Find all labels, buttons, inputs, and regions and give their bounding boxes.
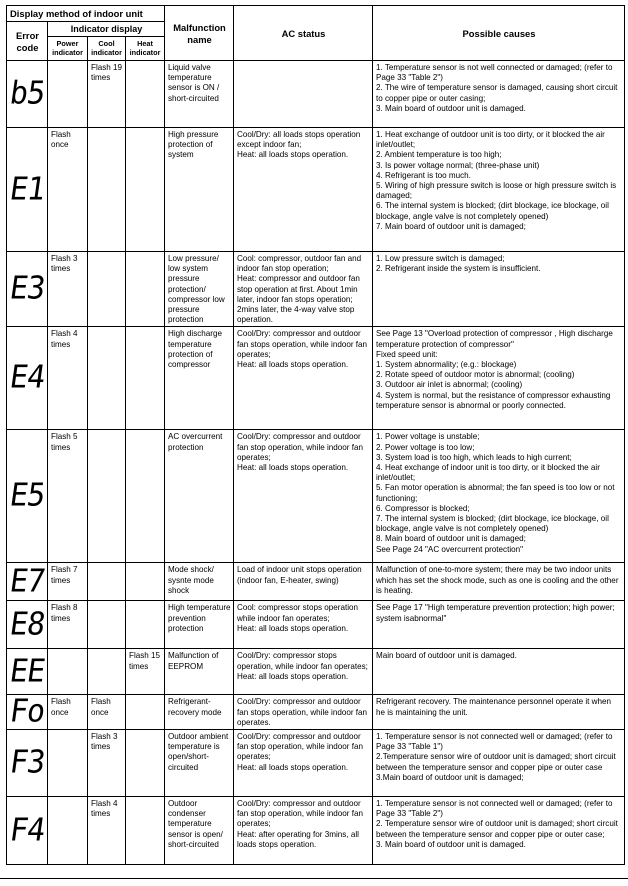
heat-indicator-cell	[126, 252, 165, 327]
possible-causes-cell-line: 1. Temperature sensor is not well connected or damaged; (refer to Page 33 "Table 2")	[376, 63, 613, 83]
malfunction-name-header: Malfunction name	[165, 6, 234, 61]
heat-indicator-cell	[126, 563, 165, 601]
ac-status-cell-line: Cool/Dry: all loads stops operation except indoor fan;	[237, 130, 361, 150]
cool-indicator-cell	[88, 327, 126, 430]
possible-causes-cell-line: 4. Refrigerant is too much.	[376, 170, 471, 180]
possible-causes-cell-line: 3. Is power voltage normal; (three-phase unit)	[376, 160, 540, 170]
possible-causes-cell-line: 1. Heat exchange of outdoor unit is too dirty, or it blocked the air inlet/outlet;	[376, 130, 605, 150]
error-code-display: E4	[7, 359, 47, 397]
ac-status-cell	[234, 730, 373, 797]
possible-causes-cell-line: Main board of outdoor unit is damaged.	[376, 651, 517, 661]
ac-status-cell-line: Cool/Dry: compressor and outdoor fan stop operation, while indoor fan operates;	[237, 732, 363, 762]
possible-causes-cell-line: 2. The wire of temperature sensor is damaged, causing short circuit to copper pipe or outer casing;	[376, 83, 618, 103]
ac-status-header: AC status	[234, 6, 373, 61]
error-code-cell	[7, 649, 48, 695]
possible-causes-cell-line: 4. System is normal, but the resistance of compressor exhausting temperature sensor is abnormal or poorly connected.	[376, 390, 611, 410]
malfunction-name-cell: Outdoor ambient temperature is open/short-circuited	[165, 730, 234, 797]
error-code-cell	[7, 327, 48, 430]
power-indicator-cell	[48, 797, 88, 865]
heat-indicator-cell	[126, 797, 165, 865]
possible-causes-cell-line: 2. Ambient temperature is too high;	[376, 150, 502, 160]
possible-causes-cell-line: 2. Power voltage is too low;	[376, 442, 475, 452]
possible-causes-cell	[373, 797, 625, 865]
ac-status-cell	[234, 695, 373, 730]
display-method-header: Display method of indoor unit	[7, 6, 165, 22]
table-row	[7, 695, 625, 730]
table-row	[7, 649, 625, 695]
possible-causes-cell	[373, 649, 625, 695]
possible-causes-cell	[373, 730, 625, 797]
power-indicator-cell: Flash 4 times	[48, 327, 88, 430]
possible-causes-cell	[373, 563, 625, 601]
possible-causes-cell-line: Refrigerant recovery. The maintenance personnel operate it when he is maintaining the unit.	[376, 697, 612, 717]
cool-indicator-cell	[88, 601, 126, 649]
possible-causes-cell-line: 8. Main board of outdoor unit is damaged;	[376, 534, 526, 544]
table-row	[7, 430, 625, 563]
cool-indicator-cell	[88, 128, 126, 252]
possible-causes-cell	[373, 128, 625, 252]
ac-status-cell	[234, 601, 373, 649]
malfunction-name-cell: High discharge temperature protection of compressor	[165, 327, 234, 430]
possible-causes-cell-line: 3. Outdoor air inlet is abnormal; (cooling)	[376, 380, 523, 390]
error-code-cell	[7, 128, 48, 252]
table-row	[7, 563, 625, 601]
ac-status-cell-line: Cool/Dry: compressor and outdoor fan stop operation, while indoor fan operates;	[237, 432, 363, 462]
malfunction-table	[6, 5, 625, 865]
heat-indicator-header: Heat indicator	[126, 37, 165, 61]
possible-causes-cell	[373, 327, 625, 430]
error-code-cell	[7, 730, 48, 797]
possible-causes-cell-line: See Page 13 "Overload protection of compressor , High discharge temperature protection of compressor"	[376, 329, 613, 349]
power-indicator-cell: Flash once	[48, 128, 88, 252]
possible-causes-cell-line: 4. Heat exchange of indoor unit is too dirty, or it blocked the air inlet/outlet;	[376, 463, 600, 483]
power-indicator-cell	[48, 649, 88, 695]
ac-status-cell-line: Cool: compressor, outdoor fan and indoor fan stop operation;	[237, 254, 362, 274]
heat-indicator-cell	[126, 730, 165, 797]
ac-status-cell-line: Cool/Dry: compressor and outdoor fan stops operation, while indoor fan operates;	[237, 329, 368, 359]
ac-status-cell	[234, 797, 373, 865]
possible-causes-cell-line: 6. Compressor is blocked;	[376, 503, 470, 513]
possible-causes-cell	[373, 695, 625, 730]
possible-causes-cell-line: 2.Temperature sensor wire of outdoor unit is damaged; short circuit between the temperature sensor and copper pipe or outer case	[376, 752, 616, 772]
cool-indicator-cell: Flash once	[88, 695, 126, 730]
power-indicator-cell: Flash 3 times	[48, 252, 88, 327]
possible-causes-cell-line: 7. The internal system is blocked; (dirt blockage, ice blockage, oil blockage, angle valve is not completely opened)	[376, 514, 609, 534]
cool-indicator-cell	[88, 252, 126, 327]
error-code-display: E7	[7, 563, 47, 600]
table-row	[7, 797, 625, 865]
heat-indicator-cell	[126, 601, 165, 649]
cool-indicator-cell	[88, 649, 126, 695]
ac-status-cell-line: Heat: all loads stops operation.	[237, 671, 349, 681]
possible-causes-cell-line: 3. System load is too high, which leads to high current;	[376, 452, 572, 462]
power-indicator-cell: Flash 7 times	[48, 563, 88, 601]
malfunction-name-cell: Low pressure/ low system pressure protection/ compressor low pressure protection	[165, 252, 234, 327]
indicator-display-header: Indicator display	[48, 22, 165, 37]
possible-causes-cell	[373, 430, 625, 563]
ac-status-cell-line: Heat: compressor and outdoor fan stop operation at first. About 1min later, indoor fan stops operation; 2mins later, the 4-way valve stop operation.	[237, 274, 360, 325]
ac-status-cell-line: Cool: compressor stops operation while indoor fan operates;	[237, 603, 359, 623]
possible-causes-cell-line: 3. Main board of outdoor unit is damaged.	[376, 103, 526, 113]
heat-indicator-cell	[126, 61, 165, 128]
possible-causes-cell-line: 1. Temperature sensor is not connected well or damaged; (refer to Page 33 "Table 2")	[376, 799, 613, 819]
heat-indicator-cell	[126, 695, 165, 730]
possible-causes-cell	[373, 61, 625, 128]
ac-status-cell-line: Load of indoor unit stops operation (indoor fan, E-heater, swing)	[237, 565, 362, 585]
error-code-cell	[7, 430, 48, 563]
ac-status-cell-line: Heat: after operating for 3mins, all loads stops operation.	[237, 829, 359, 849]
possible-causes-cell-line: See Page 24 "AC overcurrent protection"	[376, 544, 524, 554]
heat-indicator-cell	[126, 430, 165, 563]
power-indicator-cell	[48, 730, 88, 797]
possible-causes-cell-line: 2. Rotate speed of outdoor motor is abnormal; (cooling)	[376, 370, 575, 380]
ac-status-cell-line: Heat: all loads stops operation.	[237, 762, 349, 772]
error-code-display: E1	[7, 170, 47, 208]
ac-status-cell	[234, 563, 373, 601]
malfunction-name-cell: Mode shock/ sysnte mode shock	[165, 563, 234, 601]
error-code-display: Fo	[7, 693, 47, 731]
possible-causes-cell-line: See Page 17 "High temperature prevention protection; high power; system isabnormal"	[376, 603, 615, 623]
possible-causes-cell-line: 7. Main board of outdoor unit is damaged;	[376, 221, 526, 231]
table-row	[7, 601, 625, 649]
error-code-display: EE	[7, 653, 47, 690]
error-code-display: E3	[7, 270, 47, 308]
power-indicator-cell: Flash 5 times	[48, 430, 88, 563]
error-code-cell	[7, 601, 48, 649]
error-code-cell	[7, 61, 48, 128]
power-indicator-cell: Flash once	[48, 695, 88, 730]
possible-causes-header: Possible causes	[373, 6, 625, 61]
ac-status-cell-line: Cool/Dry: compressor and outdoor fan stops operation, while indoor fan operates.	[237, 697, 368, 727]
ac-status-cell	[234, 649, 373, 695]
ac-status-cell	[234, 327, 373, 430]
heat-indicator-cell: Flash 15 times	[126, 649, 165, 695]
ac-status-cell	[234, 61, 373, 128]
possible-causes-cell-line: 2. Temperature sensor wire of outdoor unit is damaged; short circuit between the temperature sensor and copper pipe or outer case;	[376, 819, 618, 839]
malfunction-name-cell: Liquid valve temperature sensor is ON / short-circuited	[165, 61, 234, 128]
malfunction-name-cell: High pressure protection of system	[165, 128, 234, 252]
error-code-display: b5	[7, 75, 47, 112]
cool-indicator-header: Cool indicator	[88, 37, 126, 61]
ac-status-cell-line: Heat: all loads stops operation.	[237, 360, 349, 370]
possible-causes-cell-line: Fixed speed unit:	[376, 349, 438, 359]
heat-indicator-cell	[126, 128, 165, 252]
power-indicator-header: Power indicator	[48, 37, 88, 61]
possible-causes-cell-line: 1. Power voltage is unstable;	[376, 432, 480, 442]
possible-causes-cell-line: 1. Temperature sensor is not connected well or damaged; (refer to Page 33 "Table 1")	[376, 732, 613, 752]
malfunction-name-cell: Refrigerant-recovery mode	[165, 695, 234, 730]
ac-status-cell	[234, 430, 373, 563]
malfunction-name-cell: Outdoor condenser temperature sensor is open/ short-circuited	[165, 797, 234, 865]
ac-status-cell-line: Heat: all loads stops operation.	[237, 623, 349, 633]
malfunction-name-cell: High temperature prevention protection	[165, 601, 234, 649]
possible-causes-cell-line: 3.Main board of outdoor unit is damaged;	[376, 772, 524, 782]
error-code-display: F3	[7, 744, 47, 781]
error-code-cell	[7, 563, 48, 601]
possible-causes-cell-line: 1. Low pressure switch is damaged;	[376, 254, 505, 263]
possible-causes-cell	[373, 601, 625, 649]
table-row	[7, 128, 625, 252]
error-code-display: F4	[7, 811, 47, 849]
table-row	[7, 252, 625, 327]
table-row	[7, 730, 625, 797]
ac-status-cell-line: Cool/Dry: compressor stops operation, while indoor fan operates;	[237, 651, 368, 671]
possible-causes-cell-line: 5. Fan motor operation is abnormal; the fan speed is too low or not functioning;	[376, 483, 615, 503]
table-row	[7, 327, 625, 430]
power-indicator-cell	[48, 61, 88, 128]
possible-causes-cell	[373, 252, 625, 327]
error-code-header: Error code	[7, 22, 48, 61]
possible-causes-cell-line: Malfunction of one-to-more system; there may be two indoor units which has set the shock mode, such as one is cooling and the other is heating.	[376, 565, 619, 595]
possible-causes-cell-line: 3. Main board of outdoor unit is damaged.	[376, 839, 526, 849]
ac-status-cell	[234, 252, 373, 327]
ac-status-cell-line: Cool/Dry: compressor and outdoor fan stop operation, while indoor fan operates;	[237, 799, 363, 829]
possible-causes-cell-line: 6. The internal system is blocked; (dirt blockage, ice blockage, oil blockage, angle valve is not completely opened)	[376, 201, 609, 221]
malfunction-name-cell: AC overcurrent protection	[165, 430, 234, 563]
error-code-cell	[7, 695, 48, 730]
error-code-cell	[7, 252, 48, 327]
table-row	[7, 61, 625, 128]
cool-indicator-cell	[88, 563, 126, 601]
ac-status-cell-line: Heat: all loads stops operation.	[237, 463, 349, 473]
heat-indicator-cell	[126, 327, 165, 430]
cool-indicator-cell: Flash 3 times	[88, 730, 126, 797]
possible-causes-cell-line: 2. Refrigerant inside the system is insufficient.	[376, 264, 541, 274]
possible-causes-cell-line: 5. Wiring of high pressure switch is loose or high pressure switch is damaged;	[376, 181, 617, 201]
cool-indicator-cell	[88, 430, 126, 563]
cool-indicator-cell: Flash 19 times	[88, 61, 126, 128]
power-indicator-cell: Flash 8 times	[48, 601, 88, 649]
ac-status-cell	[234, 128, 373, 252]
error-code-cell	[7, 797, 48, 865]
possible-causes-cell-line: 1. System abnormality; (e.g.: blockage)	[376, 360, 517, 370]
error-code-display: E8	[7, 606, 47, 643]
error-code-display: E5	[7, 477, 47, 515]
malfunction-name-cell: Malfunction of EEPROM	[165, 649, 234, 695]
cool-indicator-cell: Flash 4 times	[88, 797, 126, 865]
ac-status-cell-line: Heat: all loads stops operation.	[237, 150, 349, 160]
